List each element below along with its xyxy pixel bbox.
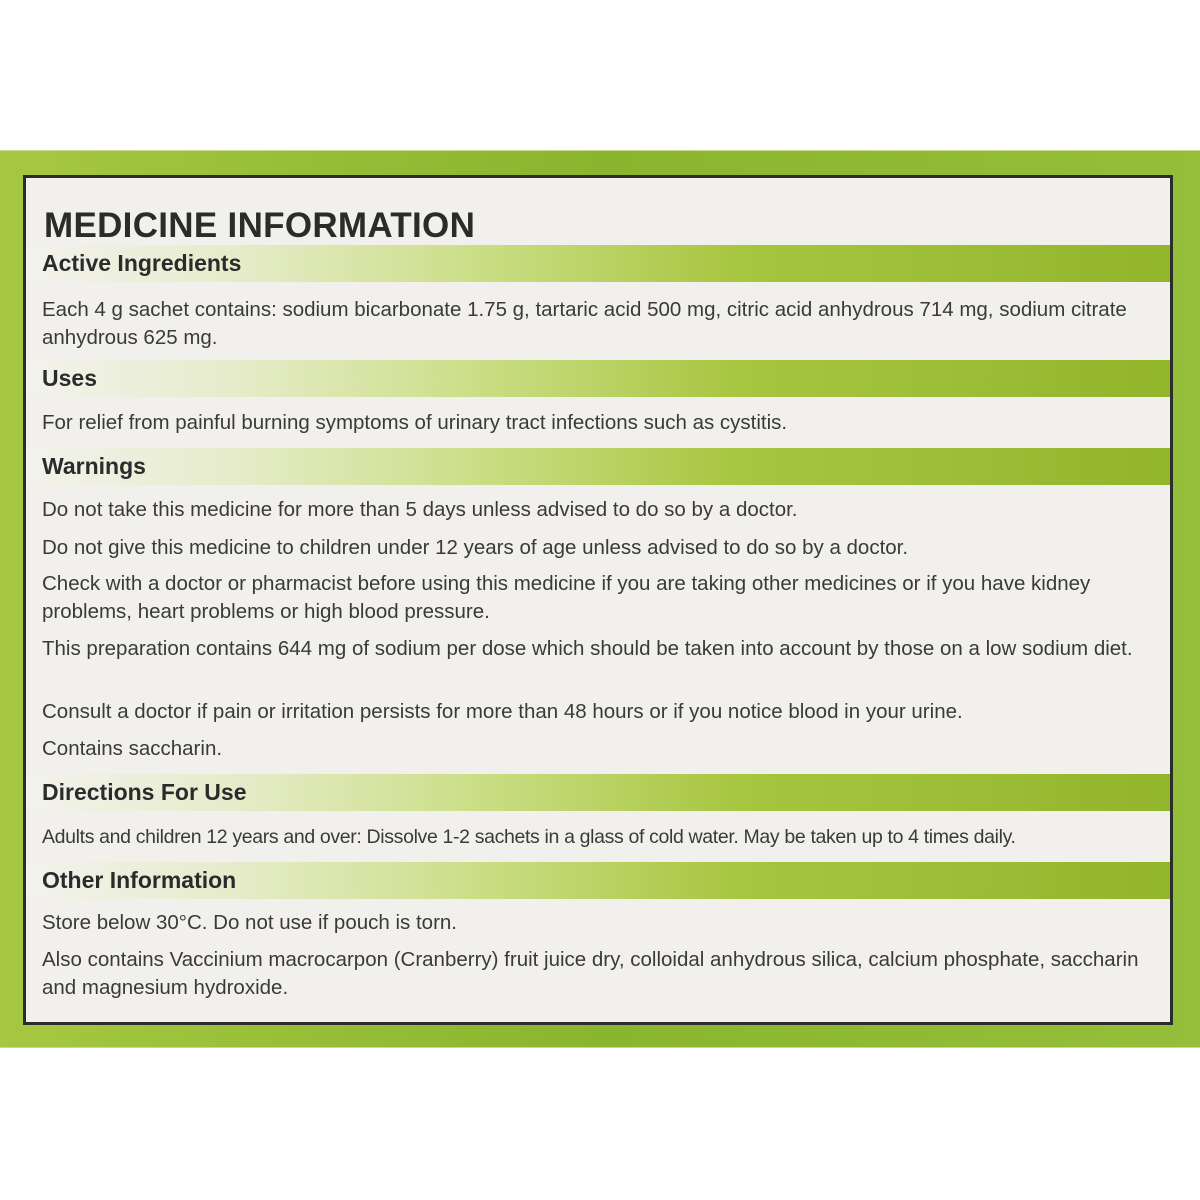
uses-text: For relief from painful burning symptoms of urinary tract infections such as cystitis. (42, 411, 788, 434)
section-heading-directions-for-use: Directions For Use (26, 774, 1172, 811)
warning-item: Do not give this medicine to children under 12 years of age unless advised to do so by a doctor. (42, 536, 909, 559)
warning-item: Consult a doctor if pain or irritation persists for more than 48 hours or if you notice blood in your urine. (42, 700, 963, 723)
warning-item: Check with a doctor or pharmacist before using this medicine if you are taking other medicines or if you have kidney problems, heart problems or high blood pressure. (42, 572, 1091, 623)
page-title: MEDICINE INFORMATION (44, 206, 476, 245)
warning-item: Do not take this medicine for more than 5 days unless advised to do so by a doctor. (42, 498, 798, 521)
medicine-info-box (0, 150, 1200, 1048)
section-heading-other-information: Other Information (26, 862, 1172, 899)
info-panel (23, 175, 1173, 1025)
warning-item: Contains saccharin. (42, 737, 223, 760)
warning-item: This preparation contains 644 mg of sodium per dose which should be taken into account by those on a low sodium diet. (42, 637, 1133, 660)
section-heading-uses: Uses (26, 360, 1172, 397)
section-heading-warnings: Warnings (26, 448, 1172, 485)
other-info-item: Also contains Vaccinium macrocarpon (Cranberry) fruit juice dry, colloidal anhydrous silica, calcium phosphate, saccharin and magnesium hydroxide. (42, 948, 1139, 999)
directions-text: Adults and children 12 years and over: Dissolve 1-2 sachets in a glass of cold water. May be taken up to 4 times daily. (42, 826, 1016, 848)
active-ingredients-text: Each 4 g sachet contains: sodium bicarbonate 1.75 g, tartaric acid 500 mg, citric acid anhydrous 714 mg, sodium citrate anhydrous 625 mg. (42, 298, 1127, 349)
other-info-item: Store below 30°C. Do not use if pouch is torn. (42, 911, 458, 934)
section-heading-active-ingredients: Active Ingredients (26, 245, 1172, 282)
